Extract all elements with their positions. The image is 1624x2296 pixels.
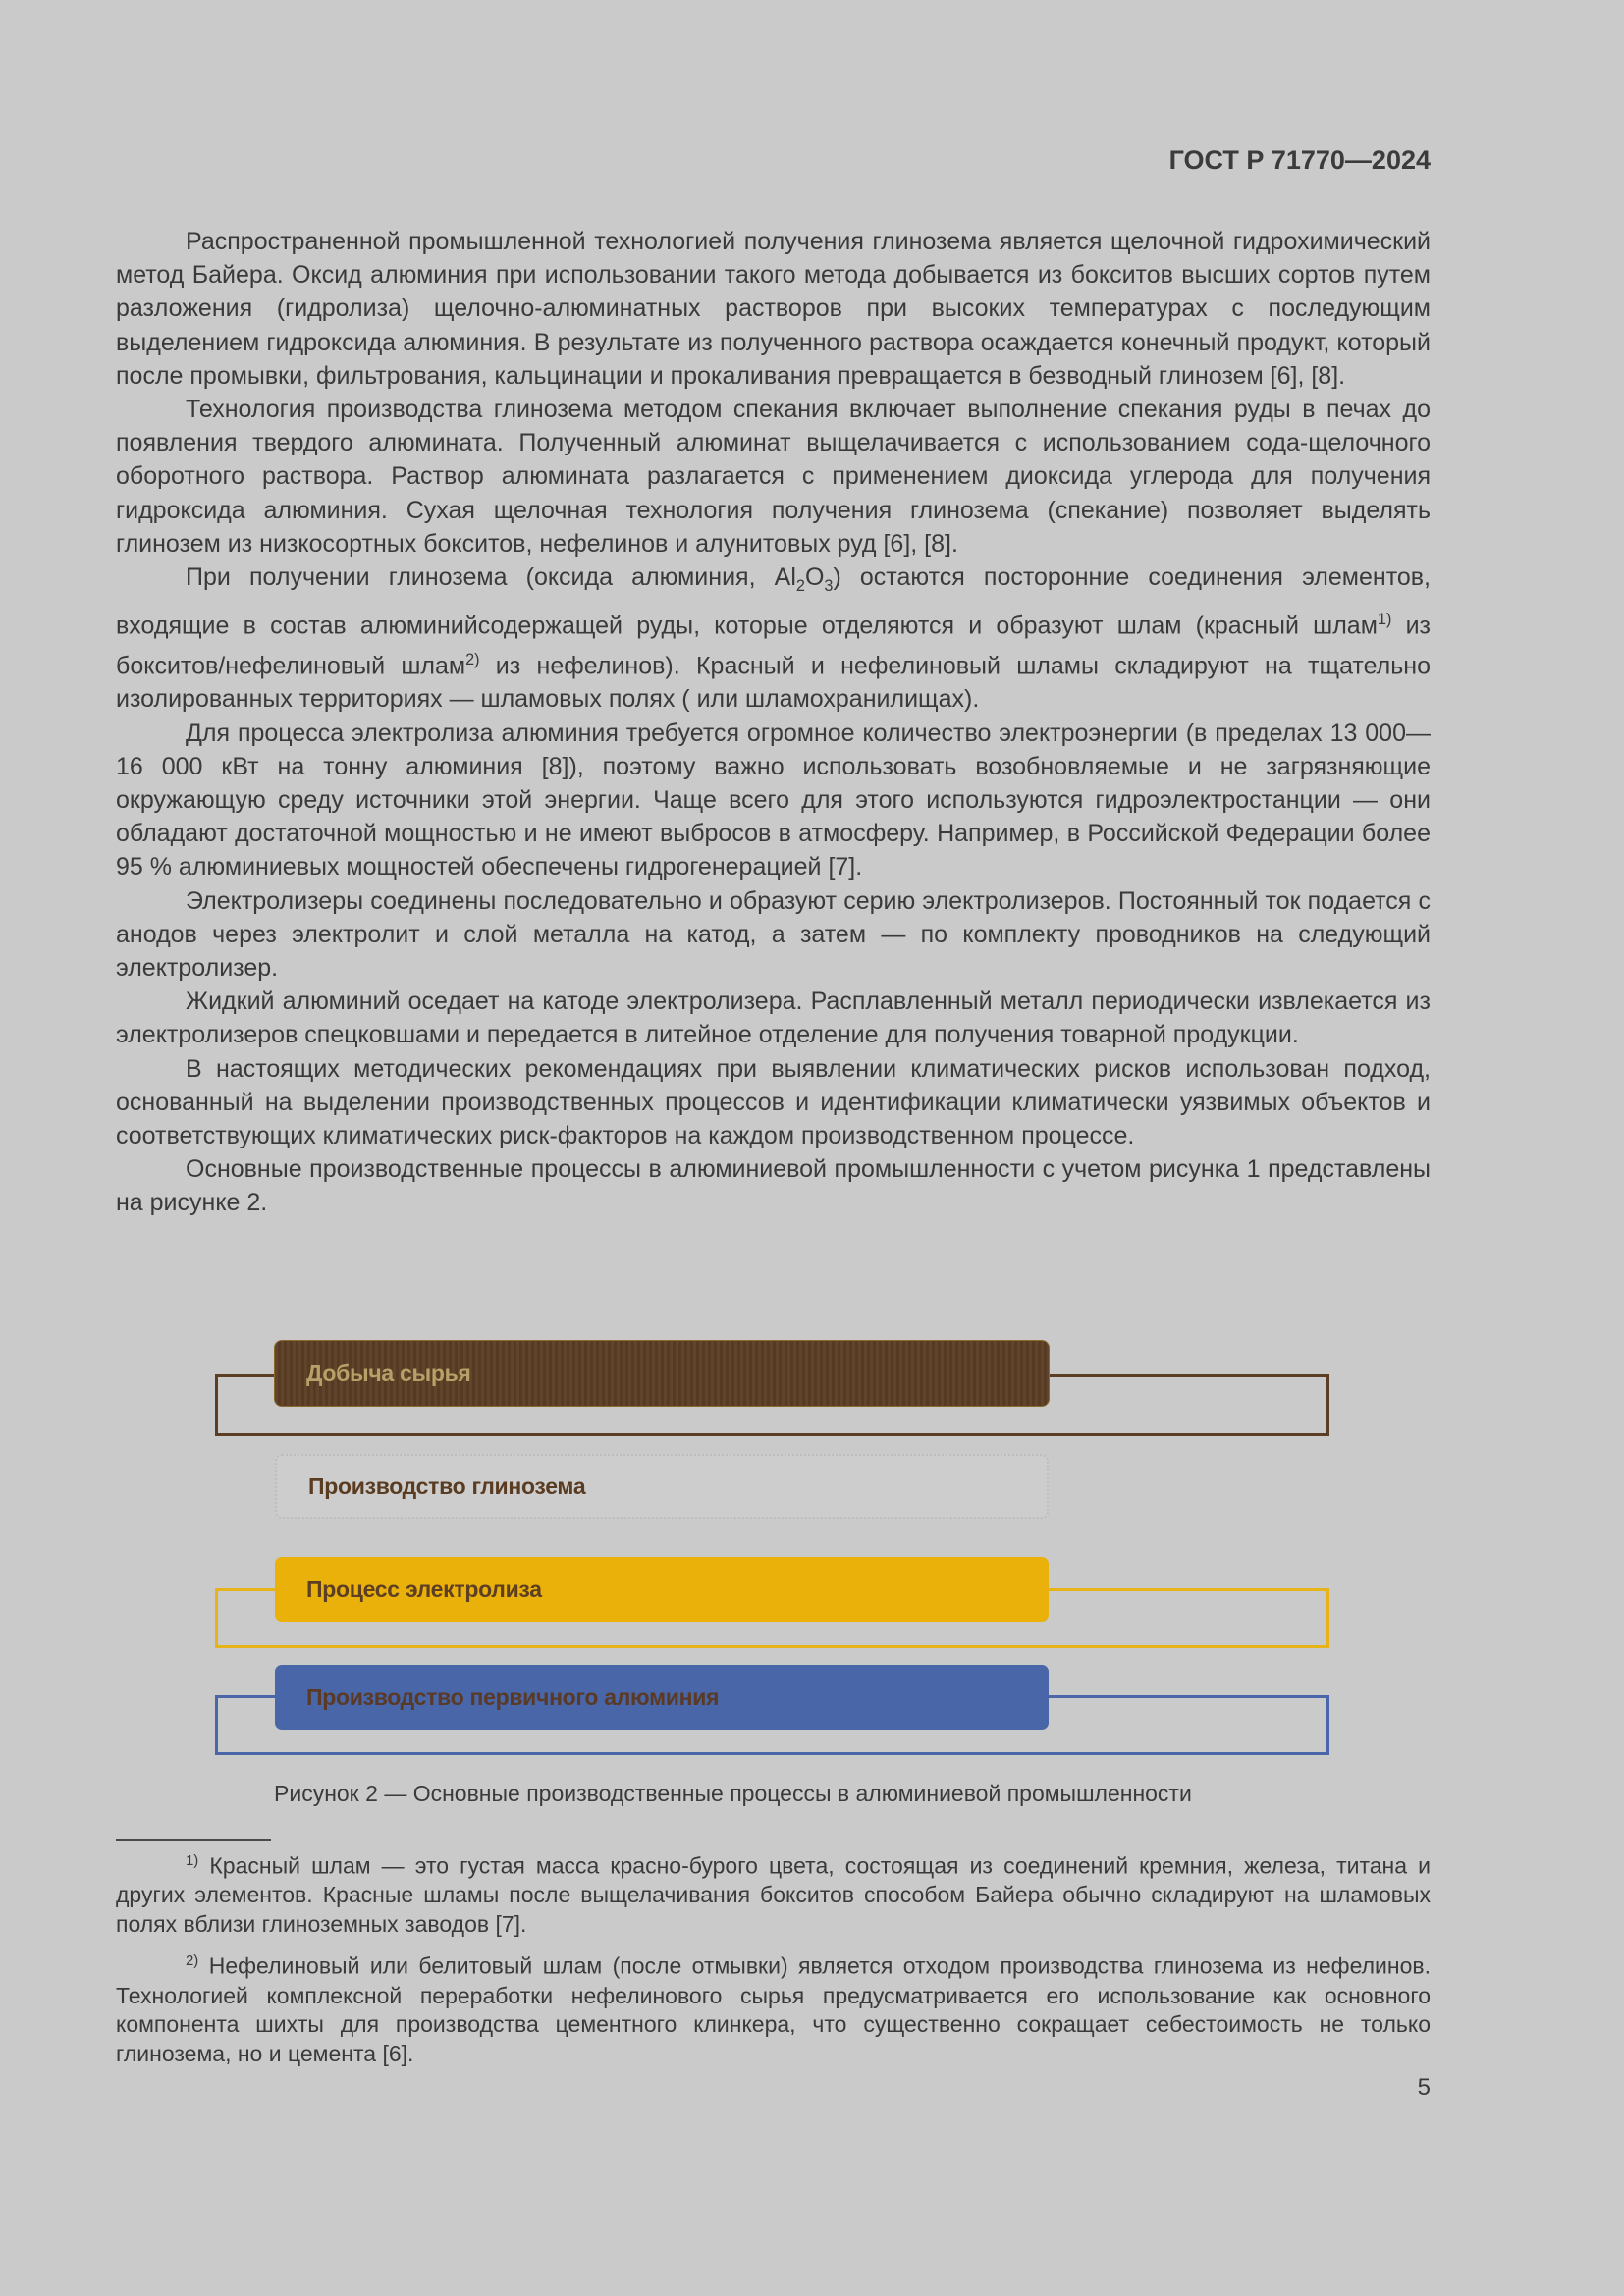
process-figure	[0, 1335, 1624, 1787]
subscript: 2	[795, 577, 805, 596]
bar-label: Добыча сырья	[306, 1360, 471, 1386]
footnotes	[116, 1846, 1431, 2076]
footnote-marker: 1)	[186, 1852, 199, 1869]
bar-label: Производство глинозема	[308, 1472, 586, 1499]
footnote-ref[interactable]: 2)	[465, 650, 480, 668]
document-code: ГОСТ Р 71770—2024	[1168, 145, 1431, 175]
bar-label: Процесс электролиза	[306, 1575, 542, 1602]
footnote	[116, 1846, 1431, 1939]
paragraph: Электролизеры соединены последовательно и образуют серию электролизеров. Постоянный ток подается с анодов через электролит и слой металла на катод, а затем — по комплекту проводников на следующий электролизер.	[116, 886, 1431, 982]
text-run: из нефелинов). Красный и нефелиновый шламы складируют на тщательно изолированных территориях — шламовых полях ( или шламохранилищах).	[116, 652, 1431, 714]
footnote-divider	[116, 1839, 271, 1841]
footnote	[116, 1947, 1431, 2068]
body-text	[116, 225, 1431, 1220]
footnote-text: Красный шлам — это густая масса красно-бурого цвета, состоящая из соединений кремния, железа, титана и других элементов. Красные шламы после выщелачивания бокситов способом Байера обычно складируют на шламовых полях вблизи глиноземных заводов [7].	[116, 1852, 1431, 1937]
subscript: 3	[824, 577, 834, 596]
paragraph: Технология производства глинозема методом спекания включает выполнение спекания руды в печах до появления твердого алюмината. Полученный алюминат выщелачивается с использованием сода-щелочного оборотного раствора. Раствор алюмината разлагается с применением диоксида углерода для получения гидроксида алюминия. Сухая щелочная технология получения глинозема (спекание) позволяет выделять глинозем из низкосортных бокситов, нефелинов и алунитовых руд [6], [8].	[116, 396, 1431, 558]
text-run: ) остаются посторонние соединения элементов, входящие в состав алюминийсодержащей руды, которые отделяются и образуют шлам (красный шлам	[116, 563, 1431, 640]
process-bar-raw-material	[275, 1341, 1049, 1406]
text-run: O	[804, 563, 825, 592]
process-bar-alumina	[275, 1454, 1049, 1519]
page-number: 5	[1417, 2074, 1431, 2101]
bar-label: Производство первичного алюминия	[306, 1683, 720, 1710]
paragraph: Распространенной промышленной технологией получения глинозема является щелочной гидрохимический метод Байера. Оксид алюминия при использовании такого метода добывается из бокситов высших сортов путем разложения (гидролиза) щелочно-алюминатных растворов при высоких температурах с последующим выделением гидроксида алюминия. В результате из полученного раствора осаждается конечный продукт, который после промывки, фильтрования, кальцинации и прокаливания превращается в безводный глинозем [6], [8].	[116, 228, 1431, 390]
text-run: из бокситов/нефелиновый шлам	[116, 612, 1431, 680]
footnote-marker: 2)	[186, 1952, 199, 1970]
text-run: При получении глинозема (оксида алюминия, Al	[186, 563, 796, 592]
process-bar-primary-aluminium	[275, 1665, 1049, 1730]
paragraph: Жидкий алюминий оседает на катоде электролизера. Расплавленный металл периодически извлекается из электролизеров спецковшами и передается в литейное отделение для получения товарной продукции.	[116, 988, 1431, 1049]
process-bar-electrolysis	[275, 1557, 1049, 1622]
figure-caption: Рисунок 2 — Основные производственные процессы в алюминиевой промышленности	[274, 1781, 1192, 1806]
footnote-text: Нефелиновый или белитовый шлам (после отмывки) является отходом производства глинозема из нефелинов. Технологией комплексной переработки нефелинового сырья предусматривается его использование как основного компонента шихты для производства цементного клинкера, что существенно сокращает себестоимость не только глинозема, но и цемента [6].	[116, 1953, 1431, 2066]
paragraph: В настоящих методических рекомендациях при выявлении климатических рисков использован подход, основанный на выделении производственных процессов и идентификации климатически уязвимых объектов и соответствующих климатических риск-факторов на каждом производственном процессе.	[116, 1054, 1431, 1149]
paragraph	[116, 561, 1431, 716]
paragraph: Для процесса электролиза алюминия требуется огромное количество электроэнергии (в пределах 13 000—16 000 кВт на тонну алюминия [8]), поэтому важно использовать возобновляемые и не загрязняющие окружающую среду источники этой энергии. Чаще всего для этого используются гидроэлектростанции — они обладают достаточной мощностью и не имеют выбросов в атмосферу. Например, в Российской Федерации более 95 % алюминиевых мощностей обеспечены гидрогенерацией [7].	[116, 719, 1431, 881]
paragraph: Основные производственные процессы в алюминиевой промышленности с учетом рисунка 1 представлены на рисунке 2.	[116, 1155, 1431, 1217]
footnote-ref[interactable]: 1)	[1377, 611, 1392, 629]
